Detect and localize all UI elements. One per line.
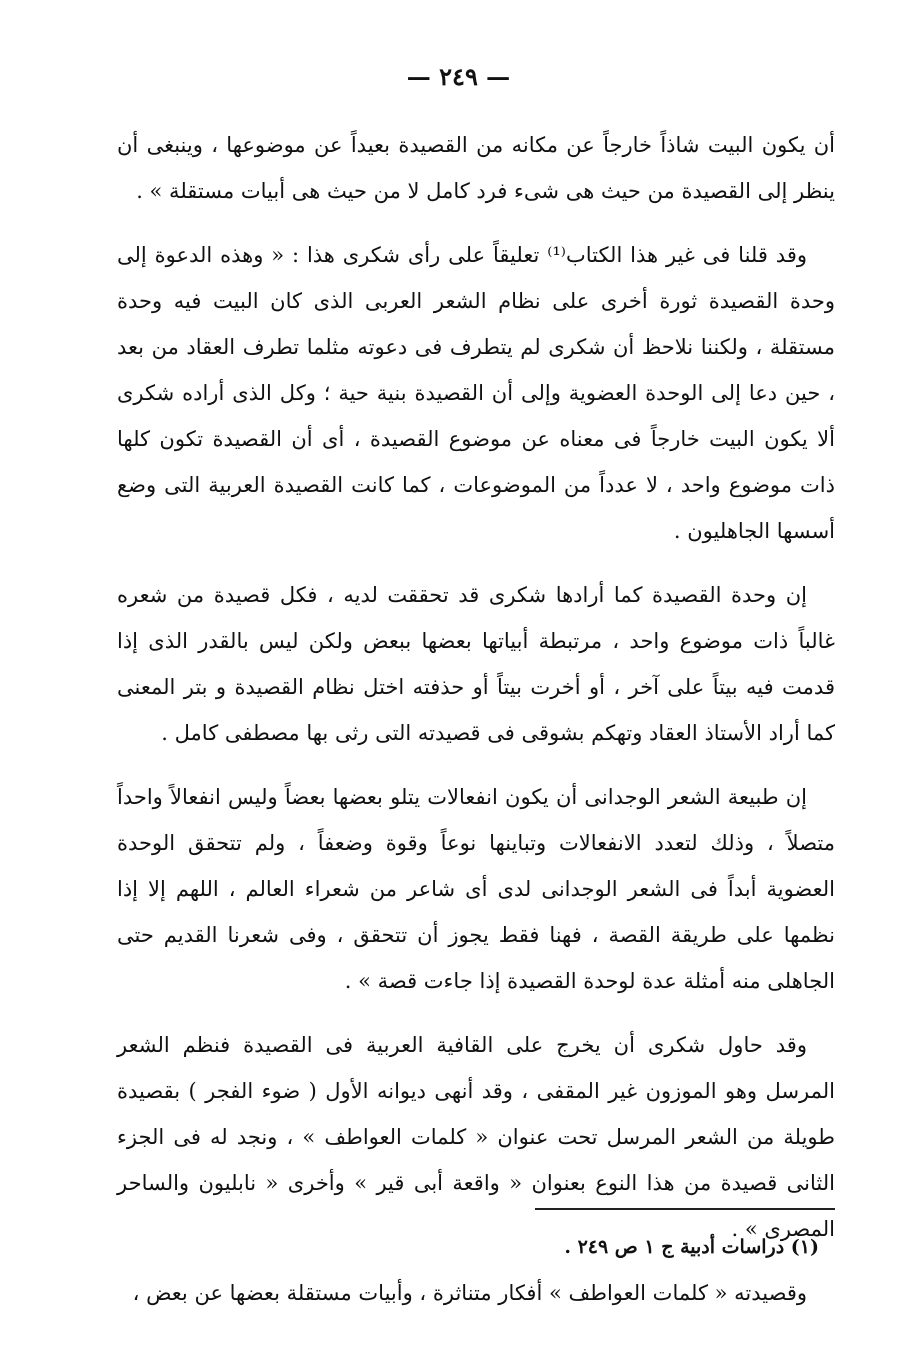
paragraph-2: وقد قلنا فى غير هذا الكتاب⁽¹⁾ تعليقاً على رأى شكرى هذا : « وهذه الدعوة إلى وحدة القصيدة ثورة أخرى على نظام الشعر العربى الذى كان البيت فيه وحدة مستقلة ، ولكننا نلاحظ أن شكرى لم يتطرف فى دعوته مثلما تطرف العقاد من بعد ، حين دعا إلى الوحدة العضوية وإلى أن القصيدة بنية حية ؛ وكل الذى أراده شكرى ألا يكون البيت خارجاً فى معناه عن موضوع القصيدة ، أى أن القصيدة تكون كلها ذات موضوع واحد ، لا عدداً من الموضوعات ، كما كانت القصيدة العربية التى وضع أسسها الجاهليون . xyxy=(117,243,835,543)
paragraph-4: إن طبيعة الشعر الوجدانى أن يكون انفعالات يتلو بعضها بعضاً وليس انفعالاً واحداً متصلاً ، وذلك لتعدد الانفعالات وتباينها نوعاً وقوة وضعفاً ، ولم تتحقق الوحدة العضوية أبداً فى الشعر الوجدانى لدى أى شاعر من شعراء العالم ، اللهم إلا إذا نظمها على طريقة القصة ، فهنا فقط يجوز أن تتحقق ، وفى شعرنا القديم حتى الجاهلى منه أمثلة عدة لوحدة القصيدة إذا جاءت قصة » . xyxy=(117,785,835,993)
paragraph-5: وقد حاول شكرى أن يخرج على القافية العربية فى القصيدة فنظم الشعر المرسل وهو الموزون غير المقفى ، وقد أنهى ديوانه الأول ( ضوء الفجر ) بقصيدة طويلة من الشعر المرسل تحت عنوان « كلمات العواطف » ، ونجد له فى الجزء الثانى قصيدة من هذا النوع بعنوان « واقعة أبى قير » وأخرى « نابليون والساحر المصرى » . xyxy=(117,1033,835,1241)
footnote-1: (١) دراسات أدبية ج ١ ص ٢٤٩ . xyxy=(564,1236,819,1258)
body-text xyxy=(117,122,835,1334)
footnote-divider xyxy=(535,1208,835,1210)
paragraph-3: إن وحدة القصيدة كما أرادها شكرى قد تحققت لديه ، فكل قصيدة من شعره غالباً ذات موضوع واحد ، مرتبطة أبياتها بعضها ببعض ولكن ليس بالقدر الذى إذا قدمت فيه بيتاً على آخر ، أو أخرت بيتاً أو حذفته اختل نظام القصيدة و بتر المعنى كما أراد الأستاذ العقاد وتهكم بشوقى فى قصيدته التى رثى بها مصطفى كامل . xyxy=(117,583,835,745)
paragraph-1: أن يكون البيت شاذاً خارجاً عن مكانه من القصيدة بعيداً عن موضوعها ، وينبغى أن ينظر إلى القصيدة من حيث هى شىء فرد كامل لا من حيث هى أبيات مستقلة » . xyxy=(117,133,835,203)
paragraph-6: وقصيدته « كلمات العواطف » أفكار متناثرة ، وأبيات مستقلة بعضها عن بعض ، xyxy=(132,1281,807,1305)
page-number: — ٢٤٩ — xyxy=(406,62,511,91)
